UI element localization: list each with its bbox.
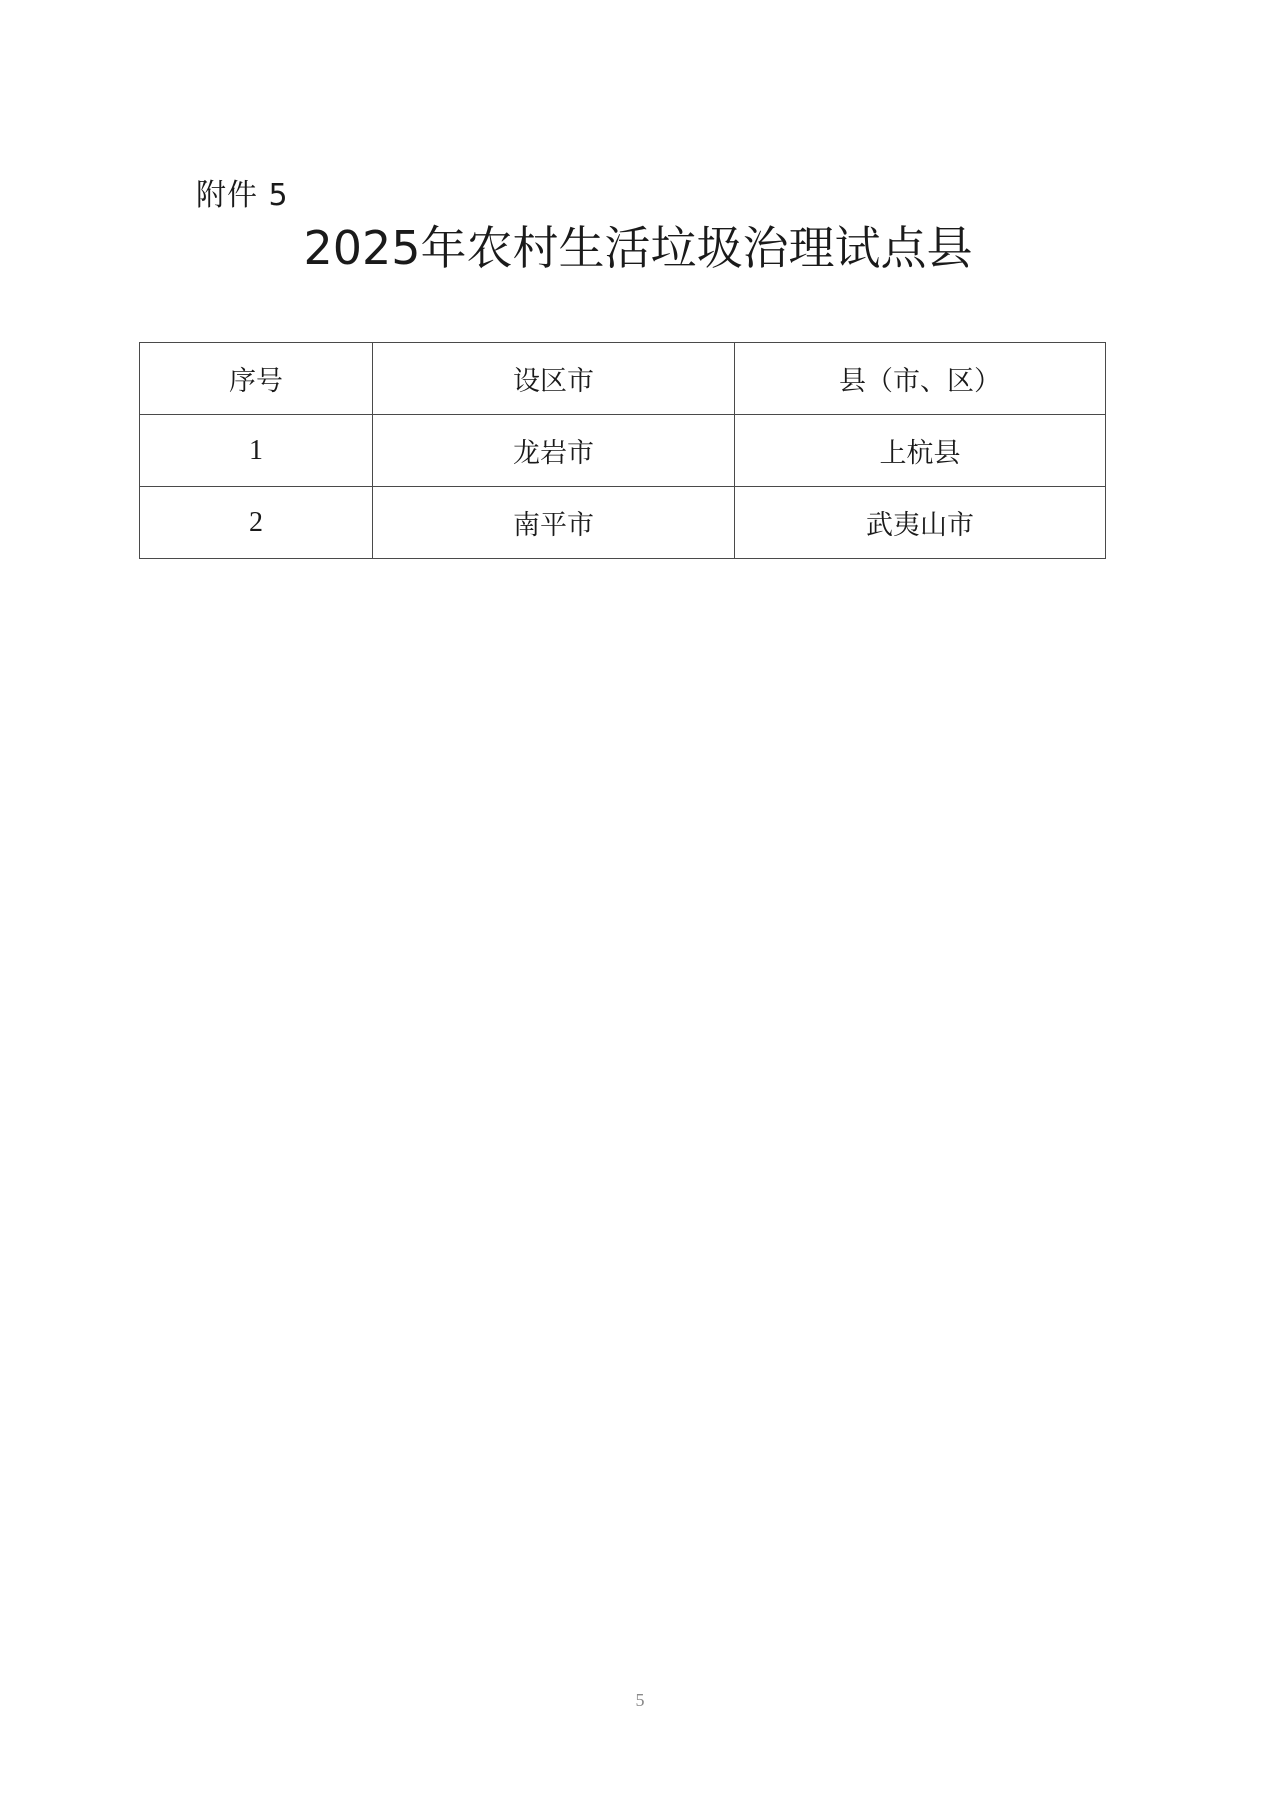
header-county: 县（市、区）: [735, 343, 1106, 415]
cell-city: 龙岩市: [373, 415, 735, 487]
table-row: [140, 415, 1106, 487]
header-serial-number: 序号: [140, 343, 373, 415]
table-header-row: [140, 343, 1106, 415]
document-title: 2025年农村生活垃圾治理试点县: [303, 221, 973, 275]
cell-serial-number: 2: [140, 487, 373, 559]
cell-county: 武夷山市: [735, 487, 1106, 559]
header-city: 设区市: [373, 343, 735, 415]
cell-county: 上杭县: [735, 415, 1106, 487]
pilot-county-table: [139, 342, 1106, 559]
table-row: [140, 487, 1106, 559]
page-number: 5: [635, 1690, 645, 1710]
cell-city: 南平市: [373, 487, 735, 559]
cell-serial-number: 1: [140, 415, 373, 487]
attachment-label: 附件 5: [196, 178, 289, 213]
